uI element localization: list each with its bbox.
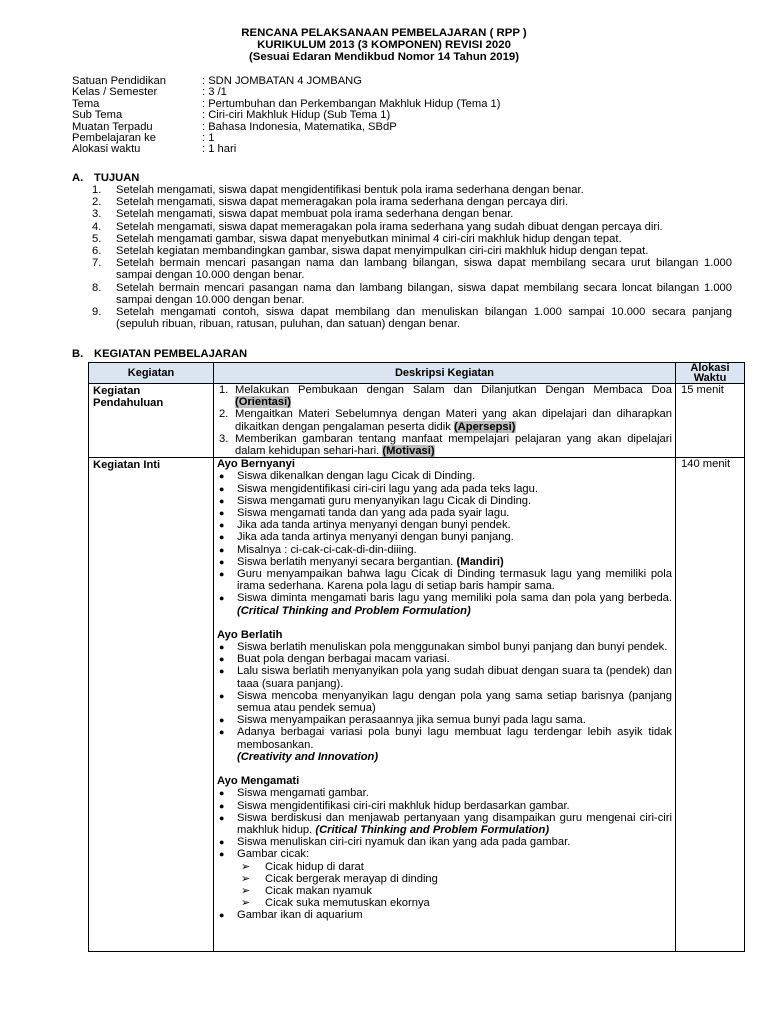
meta-row — [72, 76, 712, 87]
meta-key: Sub Tema — [72, 109, 123, 122]
list-item: ● Misalnya : ci-cak-ci-cak-di-din-diiing. — [219, 543, 417, 556]
list-item: ● Siswa mengamati gambar. — [219, 787, 369, 800]
sub-list-item: ➢ Cicak makan nyamuk — [241, 884, 372, 897]
list-item: 7. Setelah bermain mencari pasangan nama dan lambang bilangan, siswa dapat membilang secara urut bilangan 1.000 sampai dengan 10.000 dengan benar. — [92, 257, 732, 282]
subsection-title: Ayo Berlatih — [217, 628, 283, 641]
list-item: ● Siswa mencoba menyanyikan lagu dengan pola yang sama setiap barisnya (panjang semua atau pendek semua) — [219, 689, 672, 715]
list-item: ● Buat pola dengan berbagai macam variasi. — [219, 653, 450, 666]
section-letter: B. — [72, 348, 84, 360]
meta-value: : Ciri-ciri Makhluk Hidup (Sub Tema 1) — [202, 109, 391, 122]
meta-value: : SDN JOMBATAN 4 JOMBANG — [202, 75, 362, 87]
list-item: 2. Mengaitkan Materi Sebelumnya dengan Materi yang akan dipelajari dan diharapkan dikaitkan dengan pengalaman peserta didik (Apersepsi) — [219, 408, 672, 433]
list-item: 5. Setelah mengamati gambar, siswa dapat menyebutkan minimal 4 ciri-ciri makhluk hidup dengan tepat. — [92, 232, 622, 245]
list-item: 2. Setelah mengamati, siswa dapat memeragakan pola irama sederhana dengan percaya diri. — [92, 196, 569, 209]
subsection-title: Ayo Bernyanyi — [217, 458, 295, 471]
sub-list-item: ➢ Cicak hidup di darat — [241, 860, 364, 873]
list-item: ● Siswa berdiskusi dan menjawab pertanyaan yang disampaikan guru mengenai ciri-ciri makhluk hidup. (Critical Thinking and Problem Formulation) — [219, 811, 672, 836]
tag-badge: (Motivasi) — [382, 445, 435, 458]
list-item: 1. Melakukan Pembukaan dengan Salam dan Dilanjutkan Dengan Membaca Doa (Orientasi) — [219, 384, 672, 409]
tag-label: (Mandiri) — [456, 555, 504, 568]
tag-label: (Critical Thinking and Problem Formulation) — [237, 604, 471, 617]
tujuan-list — [92, 184, 732, 330]
header-kegiatan: Kegiatan — [89, 363, 214, 384]
tag-line: (Creativity and Innovation) — [237, 750, 379, 763]
header-alokasi: Alokasi Waktu — [676, 363, 745, 384]
meta-key: Pembelajaran ke — [72, 131, 156, 144]
list-item: 9. Setelah mengamati contoh, siswa dapat membilang dan menuliskan bilangan 1.000 sampai 10.000 secara panjang (sepuluh ribuan, ribuan, ratusan, puluhan, dan satuan) dengan benar. — [92, 306, 732, 331]
section-letter: A. — [72, 172, 84, 184]
sub-list-item: ➢ Cicak bergerak merayap di dinding — [241, 872, 438, 885]
tag-badge: (Orientasi) — [235, 396, 291, 409]
meta-row — [72, 122, 712, 133]
row-description — [214, 458, 676, 952]
meta-value: : 1 hari — [202, 143, 237, 156]
doc-title: RENCANA PELAKSANAAN PEMBELAJARAN ( RPP ) — [241, 27, 527, 39]
section-title: KEGIATAN PEMBELAJARAN — [94, 348, 248, 360]
list-item: ● Siswa berlatih menyanyi secara bergantian. (Mandiri) — [219, 555, 504, 568]
list-item: ● Guru menyampaikan bahwa lagu Cicak di Dinding termasuk lagu yang memiliki pola irama sederhana. Karena pola lagu di setiap baris hampir sama. — [219, 568, 672, 593]
list-item: ● Gambar cicak: — [219, 848, 310, 861]
arrow-icon: ➢ — [241, 872, 251, 885]
table-row — [89, 458, 745, 952]
row-label: Kegiatan Pendahuluan — [89, 384, 214, 458]
meta-value: : Pertumbuhan dan Perkembangan Makhluk Hidup (Tema 1) — [202, 97, 501, 110]
meta-key: Tema — [72, 97, 100, 110]
list-item: ● Siswa diminta mengamati baris lagu yang memiliki pola sama dan pola yang berbeda. (Critical Thinking and Problem Formulation) — [219, 592, 672, 617]
header-deskripsi: Deskripsi Kegiatan — [214, 363, 676, 384]
row-label: Kegiatan Inti — [89, 458, 214, 952]
meta-row — [72, 110, 712, 121]
table-header-row — [89, 363, 745, 384]
tag-badge: (Apersepsi) — [453, 420, 516, 433]
list-item: 6. Setelah kegiatan membandingkan gambar, siswa dapat menyimpulkan ciri-ciri makhluk hidup dengan tepat. — [92, 245, 649, 258]
tag-label: (Critical Thinking and Problem Formulation) — [315, 823, 550, 836]
list-item: ● Siswa berlatih menuliskan pola menggunakan simbol bunyi panjang dan bunyi pendek. — [219, 641, 668, 654]
meta-row — [72, 133, 712, 144]
list-item: ● Siswa mengidentifikasi ciri-ciri lagu yang ada pada teks lagu. — [219, 482, 538, 495]
list-item: 3. Memberikan gambaran tentang manfaat mempelajari pelajaran yang akan dipelajari dalam kehidupan sehari-hari. (Motivasi) — [219, 432, 672, 458]
meta-key: Satuan Pendidikan — [72, 75, 166, 87]
identity-block — [72, 76, 712, 156]
list-item: 8. Setelah bermain mencari pasangan nama dan lambang bilangan, siswa dapat membilang secara loncat bilangan 1.000 sampai dengan 10.000 dengan benar. — [92, 281, 732, 306]
list-item: ● Siswa menuliskan ciri-ciri nyamuk dan ikan yang ada pada gambar. — [219, 836, 571, 849]
list-item: ● Siswa dikenalkan dengan lagu Cicak di Dinding. — [219, 470, 476, 483]
row-description — [214, 384, 676, 458]
meta-key: Kelas / Semester — [72, 86, 158, 99]
meta-value: : 1 — [202, 131, 215, 144]
list-item: ● Jika ada tanda artinya menyanyi dengan bunyi panjang. — [219, 531, 514, 544]
list-item: ● Siswa mengidentifikasi ciri-ciri makhluk hidup berdasarkan gambar. — [219, 799, 570, 812]
doc-subtitle: KURIKULUM 2013 (3 KOMPONEN) REVISI 2020 — [257, 39, 511, 51]
section-heading-kegiatan — [72, 348, 247, 360]
list-item: ● Gambar ikan di aquarium — [219, 909, 363, 922]
list-item: ● Siswa mengamati guru menyanyikan lagu Cicak di Dinding. — [219, 494, 532, 507]
arrow-icon: ➢ — [241, 897, 251, 910]
table-row — [89, 384, 745, 458]
subsection-title: Ayo Mengamati — [217, 775, 300, 788]
meta-value: : Bahasa Indonesia, Matematika, SBdP — [202, 120, 397, 133]
list-item: 1. Setelah mengamati, siswa dapat mengidentifikasi bentuk pola irama sederhana dengan benar. — [92, 184, 584, 196]
list-item: ● Lalu siswa berlatih menyanyikan pola yang sudah dibuat dengan suara ta (pendek) dan taaa (suara panjang). — [219, 665, 672, 690]
meta-row — [72, 99, 712, 110]
arrow-icon: ➢ — [241, 884, 251, 897]
arrow-icon: ➢ — [241, 860, 251, 873]
list-item: ● Adanya berbagai variasi pola bunyi lagu membuat lagu terdengar lebih asyik tidak membosankan. — [219, 726, 672, 751]
list-item: ● Jika ada tanda artinya menyanyi dengan bunyi pendek. — [219, 519, 511, 532]
section-heading-tujuan — [72, 172, 139, 184]
list-item: ● Siswa menyampaikan perasaannya jika semua bunyi pada lagu sama. — [219, 714, 586, 727]
section-title: TUJUAN — [94, 172, 140, 184]
row-time: 15 menit — [676, 384, 745, 458]
list-item: 4. Setelah mengamati, siswa dapat memeragakan pola irama sederhana yang sudah dibuat dengan percaya diri. — [92, 220, 663, 233]
list-item: ● Siswa mengamati tanda dan yang ada pada syair lagu. — [219, 507, 510, 520]
activity-table — [88, 362, 745, 952]
meta-key: Muatan Terpadu — [72, 120, 153, 133]
doc-reference: (Sesuai Edaran Mendikbud Nomor 14 Tahun 2019) — [248, 51, 520, 63]
list-item: 3. Setelah mengamati, siswa dapat membuat pola irama sederhana dengan benar. — [92, 208, 514, 221]
meta-value: : 3 /1 — [202, 86, 227, 99]
row-time: 140 menit — [676, 458, 745, 952]
sub-list-item: ➢ Cicak suka memutuskan ekornya — [241, 897, 430, 910]
meta-row — [72, 144, 712, 155]
meta-key: Alokasi waktu — [72, 143, 141, 156]
